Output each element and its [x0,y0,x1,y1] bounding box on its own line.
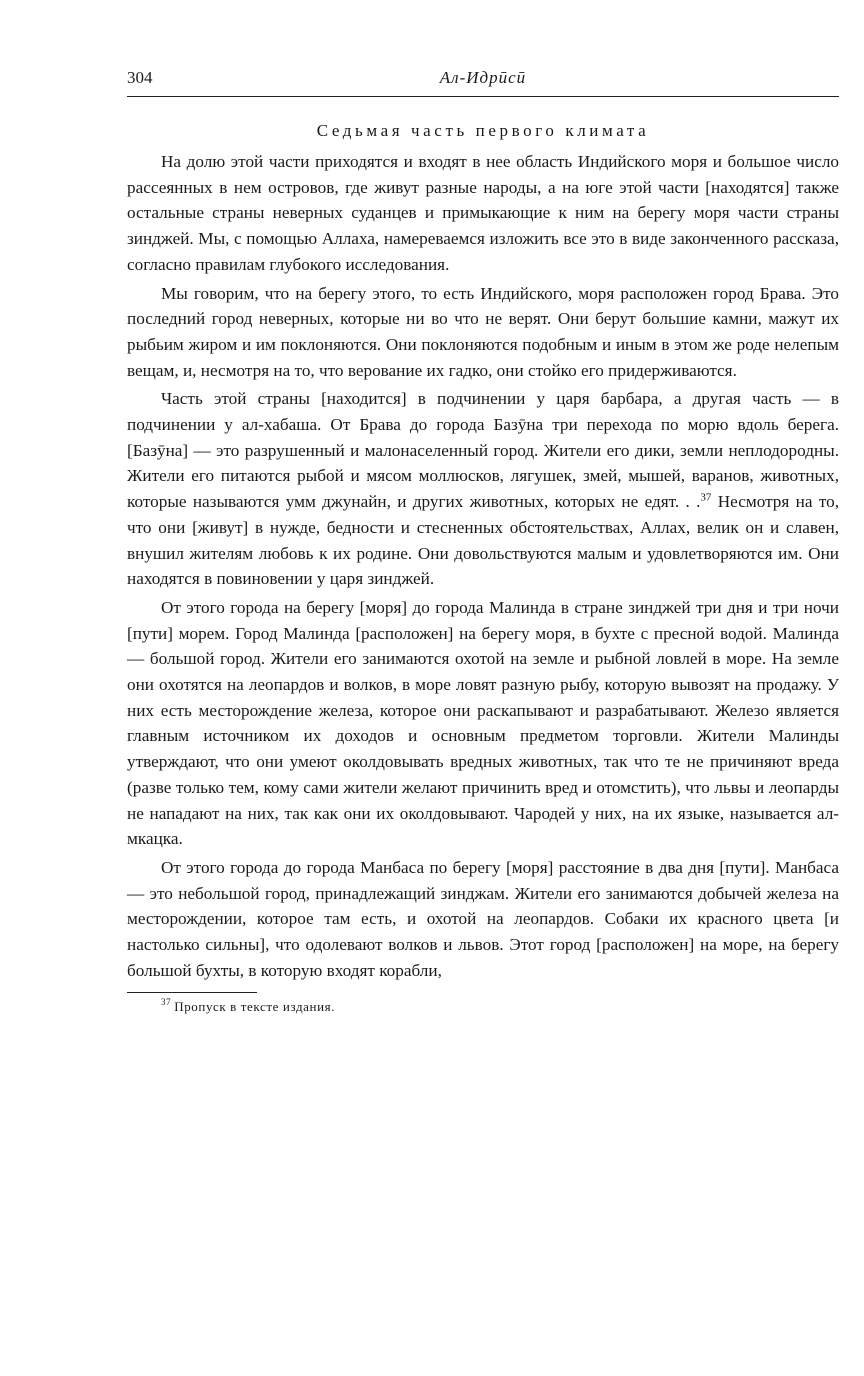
section-title: Седьмая часть первого климата [316,121,650,140]
footnote-number: 37 [161,997,172,1008]
paragraph-1: На долю этой части приходятся и входят в нее область Индийского моря и большое число рассеянных в нем островов, где живут разные народы, а на юге этой части [находятся] также остальные страны неверных суданцев и примыкающие к ним на берегу моря части страны зинджей. Мы, с помощью Аллаха, намереваемся изложить все это в виде законченного рассказа, согласно правилам глубокого исследования. [127,152,839,274]
paragraph-4: От этого города на берегу [моря] до города Малинда в стране зинджей три дня и три ночи [пути] морем. Город Малинда [расположен] на берегу моря, в бухте с пресной водой. Малинда — большой город. Жители его занимаются охотой на земле и рыбной ловлей в море. На земле они охотятся на леопардов и волков, в море ловят разную рыбу, которую вывозят на продажу. У них есть месторождение железа, которое они раскапывают и разрабатывают. Железо является главным источником их доходов и основным предметом торговли. Жители Малинды утверждают, что они умеют околдовывать вредных животных, так что те не причиняют вреда (разве только тем, кому сами жители желают причинить вред и отомстить), что львы и леопарды не нападают на них, так как они их околдовывают. Чародей у них, на их языке, называется ал-мкацка. [127,597,839,849]
header-rule [127,96,839,97]
footnote-rule [127,992,257,993]
paragraph-3-text-before-note: Часть этой страны [находится] в подчинении у царя барбара, а другая часть — в подчинении у ал-хабаша. От Брава до города Базӯна три перехода по морю вдоль берега. [Базӯна] — это разрушенный и малонаселенный город. Жители его дики, земли неплодородны. Жители его питаются рыбой и мясом моллюсков, лягушек, змей, мышей, варанов, животных, которые называются умм джунайн, и других животных, которых не едят. . . [127,389,839,512]
footnote [127,999,839,1015]
running-title: Ал-Идрӣсӣ [439,68,527,87]
paragraph-3-text-after-note: Несмотря на то, что они [живут] в нужде, бедности и стесненных обстоятельствах, Аллах, велик он и славен, внушил жителям любовь к их родине. Они довольствуются малым и удовлетворяются им. Они находятся в повиновении у царя зинджей. [127,492,839,589]
paragraph-2: Мы говорим, что на берегу этого, то есть Индийского, моря расположен город Брава. Это последний город неверных, которые ни во что не верят. Они берут большие камни, мажут их рыбьим жиром и им поклоняются. Они поклоняются подобным и иным в этом же роде нелепым вещам, и, несмотря на то, что верование их гадко, они стойко его придерживаются. [127,283,839,380]
book-page [127,62,839,1015]
paragraph-3 [127,386,839,592]
page-header [127,62,839,96]
footnote-text: Пропуск в тексте издания. [174,998,336,1014]
page-number: 304 [127,68,153,87]
footnote-reference[interactable]: 37 [700,491,712,504]
paragraph-5: От этого города до города Манбаса по берегу [моря] расстояние в два дня [пути]. Манбаса — это небольшой город, принадлежащий зинджам. Жители его занимаются добычей железа на месторождении, которое там есть, и охотой на леопардов. Собаки их красного цвета [и настолько сильны], что одолевают волков и львов. Этот город [расположен] на море, на берегу большой бухты, в которую входят корабли, [127,857,839,980]
